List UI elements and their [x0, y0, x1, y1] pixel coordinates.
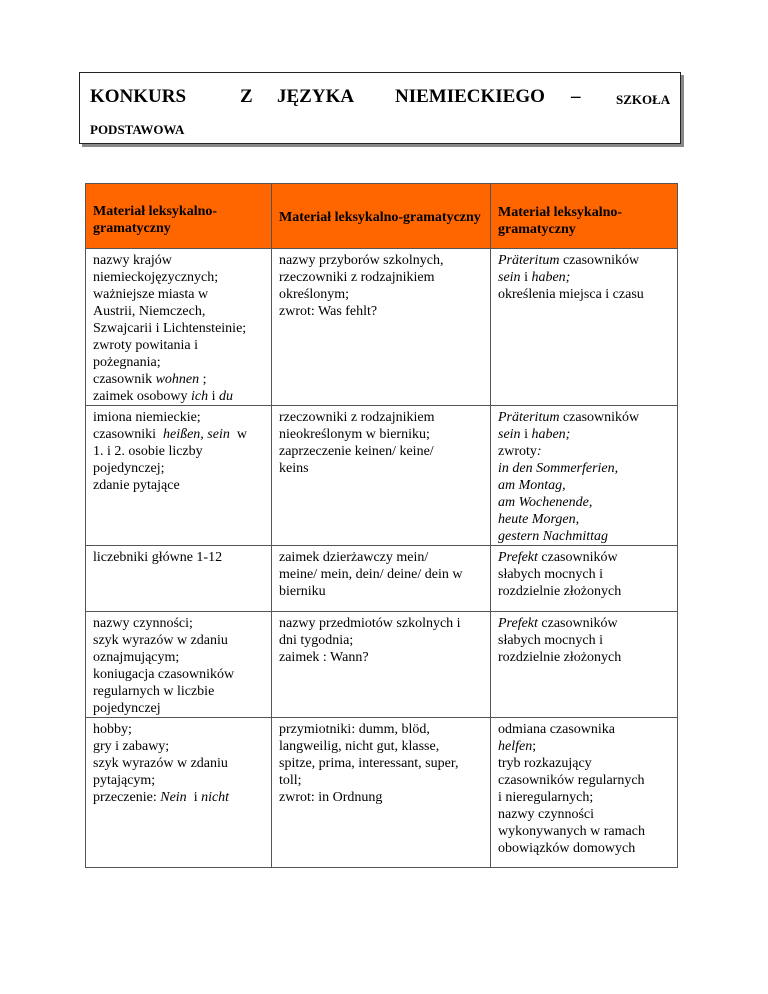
- cell-line: rzeczowniki z rodzajnikiem: [279, 410, 435, 425]
- table-cell: [86, 406, 272, 546]
- cell-text-italic: ich: [190, 389, 209, 404]
- cell-line: pojedynczej;: [93, 461, 165, 476]
- cell-line: zaprzeczenie keinen/ keine/: [279, 444, 434, 459]
- table-cell: [491, 406, 678, 546]
- header-line: Materiał: [279, 209, 332, 225]
- cell-text-italic: sein: [498, 427, 521, 442]
- cell-line: zaimek : Wann?: [279, 650, 369, 665]
- title-line: [90, 86, 670, 112]
- cell-text: czasowniki: [93, 427, 156, 442]
- cell-line: [498, 443, 672, 460]
- table-cell: [491, 249, 678, 406]
- header-col-1: [86, 184, 272, 249]
- table-header-row: [86, 184, 678, 249]
- cell-text: zwroty: [498, 444, 537, 459]
- table-row: [86, 718, 678, 868]
- table-cell: [86, 612, 272, 718]
- cell-line: [498, 409, 672, 426]
- cell-line: meine/ mein, dein/ deine/ dein w: [279, 567, 463, 582]
- header-line: leksykalno-gramatyczny: [334, 209, 481, 225]
- cell-line: [498, 615, 672, 632]
- cell-text-italic: nicht: [201, 790, 230, 805]
- cell-line: imiona niemieckie;: [93, 410, 201, 425]
- title-second-line: PODSTAWOWA: [90, 122, 185, 137]
- cell-line: Austrii, Niemczech,: [93, 304, 206, 319]
- table-row: [86, 612, 678, 718]
- title-word-niemieckiego: NIEMIECKIEGO: [395, 86, 545, 107]
- cell-text: i: [211, 389, 216, 404]
- cell-line: zdanie pytające: [93, 478, 180, 493]
- table-row: [86, 406, 678, 546]
- title-word-z: Z: [240, 86, 253, 107]
- cell-line: nazwy przyborów szkolnych,: [279, 253, 444, 268]
- title-word-szkola: SZKOŁA: [616, 92, 671, 107]
- cell-text-italic: Nein: [160, 790, 187, 805]
- cell-line: niemieckojęzycznych;: [93, 270, 219, 285]
- table-cell: [86, 546, 272, 612]
- cell-text-italic: Präteritum: [498, 253, 560, 268]
- title-word-konkurs: KONKURS: [90, 86, 187, 107]
- cell-text-italic: haben;: [531, 270, 571, 285]
- cell-text: ;: [199, 372, 207, 387]
- cell-line: określenia miejsca i czasu: [498, 287, 644, 302]
- cell-line: pytającym;: [93, 773, 156, 788]
- cell-line: [93, 371, 266, 388]
- cell-line: i nieregularnych;: [498, 790, 594, 805]
- cell-line: nazwy czynności;: [93, 616, 193, 631]
- cell-line: nazwy krajów: [93, 253, 172, 268]
- cell-line: określonym;: [279, 287, 349, 302]
- cell-line: in den Sommerferien,: [498, 461, 619, 476]
- header-line: leksykalno-gramatyczny: [93, 204, 218, 236]
- table-cell: [86, 249, 272, 406]
- table-cell: [272, 546, 491, 612]
- cell-line: [498, 269, 672, 286]
- cell-text: czasowników: [541, 550, 618, 565]
- cell-line: keins: [279, 461, 309, 476]
- cell-line: heute Morgen,: [498, 512, 580, 527]
- cell-text: czasowników: [562, 253, 640, 268]
- cell-line: zaimek dzierżawczy mein/: [279, 550, 429, 565]
- table-cell: [272, 249, 491, 406]
- cell-line: pojedynczej: [93, 701, 161, 716]
- cell-line: bierniku: [279, 584, 326, 599]
- table-cell: [491, 612, 678, 718]
- cell-line: [498, 252, 672, 269]
- cell-line: Szwajcarii i Lichtensteinie;: [93, 321, 247, 336]
- table-row: [86, 249, 678, 406]
- cell-text-italic: du: [218, 389, 233, 404]
- cell-text-italic: haben;: [531, 427, 571, 442]
- cell-text-italic: helfen: [498, 739, 533, 754]
- cell-line: nieokreślonym w bierniku;: [279, 427, 430, 442]
- cell-line: zwrot: in Ordnung: [279, 790, 383, 805]
- cell-line: nazwy czynności: [498, 807, 595, 822]
- table-cell: [272, 612, 491, 718]
- cell-line: am Montag,: [498, 478, 566, 493]
- header-col-2: [272, 184, 491, 249]
- cell-line: gestern Nachmittag: [498, 529, 609, 544]
- cell-text-italic: Präteritum: [498, 410, 560, 425]
- table-row: [86, 546, 678, 612]
- header-line: Materiał: [498, 205, 551, 220]
- cell-line: zwrot: Was fehlt?: [279, 304, 378, 319]
- header-line: leksykalno-gramatyczny: [498, 205, 623, 237]
- cell-line: zwroty powitania i: [93, 338, 198, 353]
- cell-text: i: [524, 270, 528, 285]
- cell-text: w: [236, 427, 247, 442]
- cell-text: ;: [532, 739, 537, 754]
- cell-text-italic: wohnen: [155, 372, 200, 387]
- cell-line: odmiana czasownika: [498, 722, 616, 737]
- header-line: Materiał: [93, 204, 146, 219]
- cell-text-italic: sein: [498, 270, 521, 285]
- cell-line: słabych mocnych i: [498, 567, 603, 582]
- cell-line: [498, 549, 672, 566]
- cell-line: przymiotniki: dumm, blöd,: [279, 722, 430, 737]
- cell-text: i: [193, 790, 198, 805]
- cell-line: pożegnania;: [93, 355, 161, 370]
- cell-line: wykonywanych w ramach: [498, 824, 645, 839]
- cell-line: rozdzielnie złożonych: [498, 584, 622, 599]
- cell-text: czasowników: [541, 616, 618, 631]
- table-cell: [272, 406, 491, 546]
- cell-line: [93, 789, 266, 806]
- cell-line: 1. i 2. osobie liczby: [93, 444, 203, 459]
- cell-line: spitze, prima, interessant, super,: [279, 756, 459, 771]
- table-cell: [86, 718, 272, 868]
- curriculum-table: [85, 183, 678, 868]
- table-cell: [272, 718, 491, 868]
- title-box: [79, 72, 681, 144]
- title-word-dash: –: [571, 86, 581, 107]
- cell-text-italic: :: [536, 444, 542, 459]
- cell-line: langweilig, nicht gut, klasse,: [279, 739, 440, 754]
- cell-line: rozdzielnie złożonych: [498, 650, 622, 665]
- cell-line: ważniejsze miasta w: [93, 287, 209, 302]
- cell-text: zaimek osobowy: [93, 389, 188, 404]
- cell-text-italic: Prefekt: [498, 550, 538, 565]
- cell-line: rzeczowniki z rodzajnikiem: [279, 270, 435, 285]
- cell-line: szyk wyrazów w zdaniu: [93, 633, 228, 648]
- cell-line: liczebniki główne 1-12: [93, 550, 223, 565]
- cell-line: [498, 738, 672, 755]
- cell-text-italic: heißen, sein: [162, 427, 230, 442]
- cell-line: obowiązków domowych: [498, 841, 636, 856]
- cell-line: koniugacja czasowników: [93, 667, 235, 682]
- cell-text: czasowników: [562, 410, 640, 425]
- table-cell: [491, 718, 678, 868]
- cell-line: oznajmującym;: [93, 650, 180, 665]
- cell-text-italic: Prefekt: [498, 616, 538, 631]
- header-col-3: [491, 184, 678, 249]
- cell-line: regularnych w liczbie: [93, 684, 215, 699]
- cell-line: [498, 426, 672, 443]
- cell-line: [93, 388, 266, 405]
- cell-line: słabych mocnych i: [498, 633, 603, 648]
- cell-line: nazwy przedmiotów szkolnych i: [279, 616, 461, 631]
- cell-text: czasownik: [93, 372, 153, 387]
- title-word-jezyka: JĘZYKA: [277, 86, 355, 107]
- cell-text: i: [524, 427, 528, 442]
- cell-line: gry i zabawy;: [93, 739, 170, 754]
- cell-text: przeczenie:: [93, 790, 157, 805]
- cell-line: czasowników regularnych: [498, 773, 645, 788]
- cell-line: szyk wyrazów w zdaniu: [93, 756, 228, 771]
- table-cell: [491, 546, 678, 612]
- cell-line: toll;: [279, 773, 302, 788]
- cell-line: tryb rozkazujący: [498, 756, 592, 771]
- cell-line: dni tygodnia;: [279, 633, 354, 648]
- cell-line: am Wochenende,: [498, 495, 593, 510]
- cell-line: hobby;: [93, 722, 132, 737]
- cell-line: [93, 426, 266, 443]
